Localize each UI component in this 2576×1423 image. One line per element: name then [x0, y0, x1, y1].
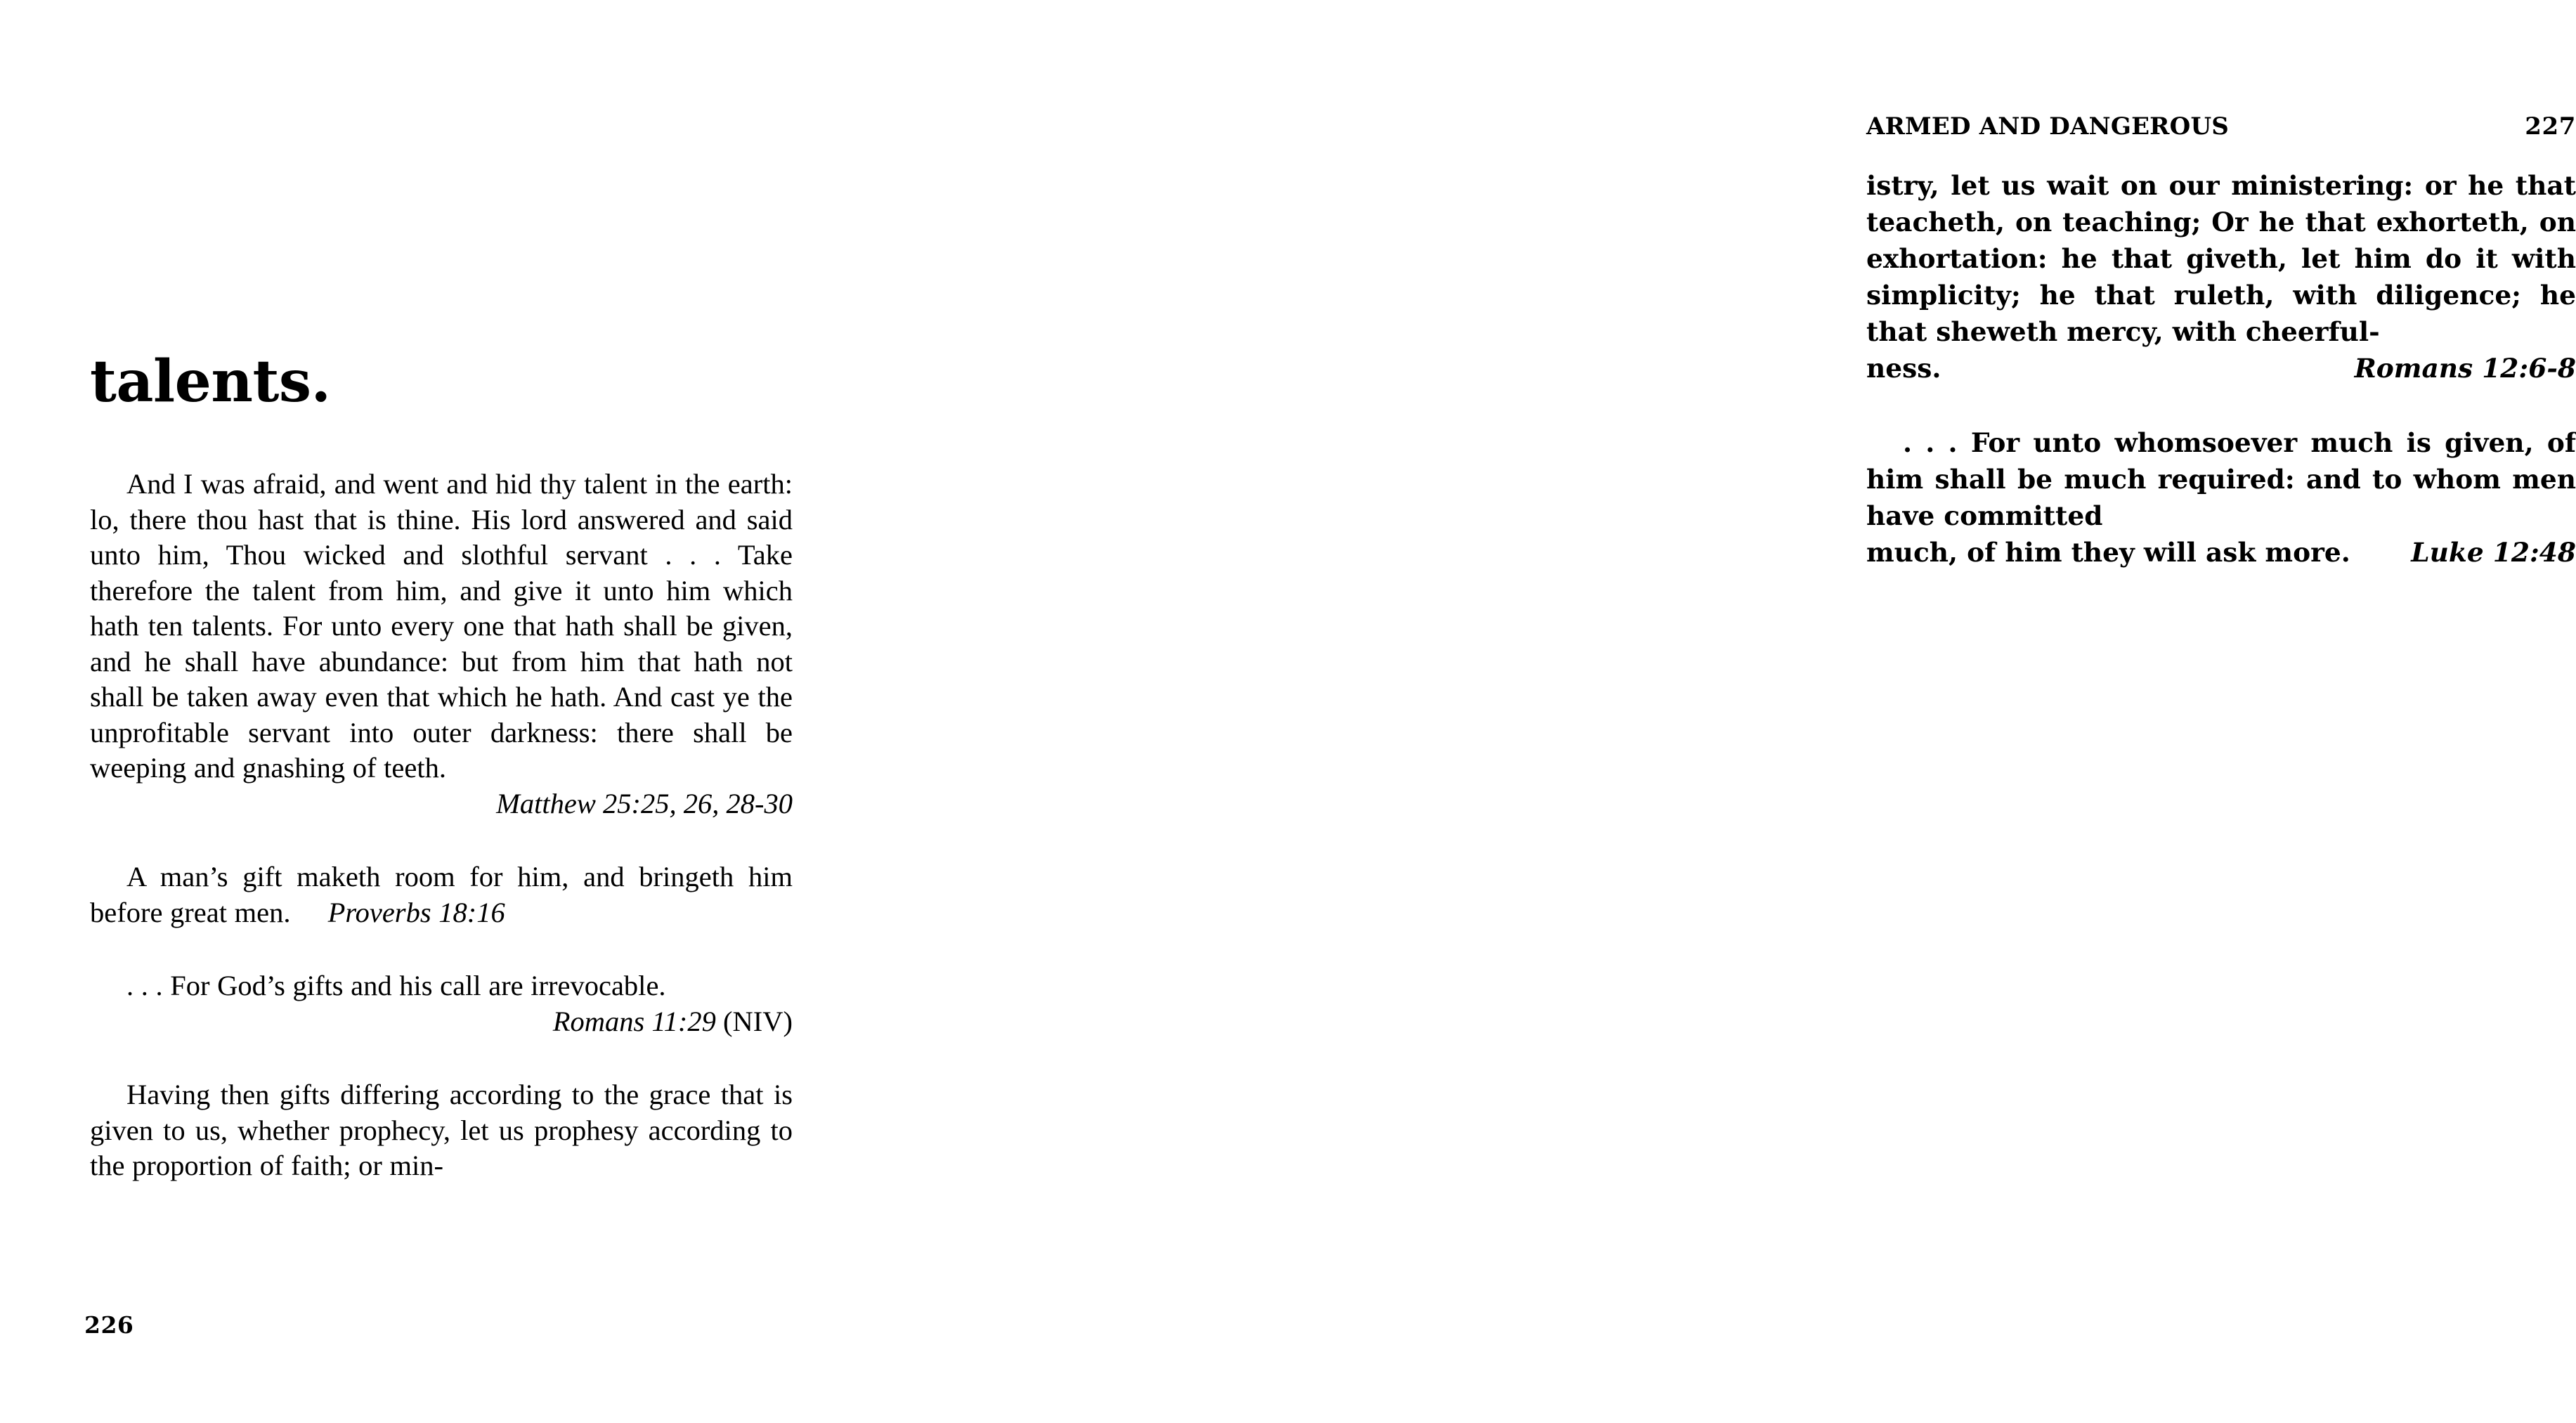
- left-page: [0, 0, 883, 1423]
- citation-reference: Proverbs 18:16: [327, 896, 505, 928]
- page-number-right: 227: [2525, 112, 2576, 141]
- passage-text: . . . For unto whomsoever much is given, of him shall be much required: and to whom men have committed: [1866, 427, 2576, 531]
- citation-reference: Romans 12:6-8: [2354, 353, 2576, 384]
- running-head: [1866, 112, 2576, 141]
- scripture-passage-continued: [90, 1077, 793, 1184]
- page-number-left: 226: [84, 1311, 134, 1339]
- running-head-title: ARMED AND DANGEROUS: [1866, 112, 2230, 141]
- citation-reference: Luke 12:48: [2411, 537, 2576, 568]
- citation-reference: Matthew 25:25, 26, 28-30: [496, 787, 793, 819]
- right-page-body: [1866, 167, 2576, 571]
- scripture-passage: [1866, 424, 2576, 571]
- passage-last-line: [1866, 350, 2576, 386]
- passage-text: A man’s gift maketh room for him, and bringeth him before great men.: [90, 861, 793, 928]
- passage-text-with-inline-citation: [90, 859, 793, 930]
- scripture-passage: [90, 859, 793, 930]
- passage-text: . . . For God’s gifts and his call are irrevocable.: [126, 970, 666, 1002]
- citation-suffix: (NIV): [715, 1005, 793, 1037]
- scripture-passage: [90, 968, 793, 1039]
- citation-reference: Romans 11:29: [552, 1005, 716, 1037]
- passage-text: And I was afraid, and went and hid thy talent in the earth: lo, there thou hast that is thine. His lord answered and said unto him, Thou wicked and slothful servant . . . Take therefore the talent from him, and give it unto him which hath ten talents. For unto every one that hath shall be given, and he shall have abundance: but from him that hath not shall be taken away even that which he hath. And cast ye the unprofitable servant into outer darkness: there shall be weeping and gnashing of teeth.: [90, 468, 793, 784]
- passage-citation: [90, 1004, 793, 1040]
- passage-citation: [90, 786, 793, 822]
- scripture-passage: [90, 467, 793, 821]
- passage-spacer: [1866, 386, 2576, 424]
- page-title: talents.: [90, 348, 331, 415]
- passage-last-line-text: much, of him they will ask more.: [1866, 537, 2350, 568]
- left-page-body: [90, 348, 793, 1222]
- passage-text: Having then gifts differing according to the grace that is given to us, whether prophecy, let us prophesy according to the proportion of faith; or min-: [90, 1079, 793, 1182]
- scripture-passage: [1866, 167, 2576, 386]
- passage-last-line-text: ness.: [1866, 353, 1941, 384]
- passage-last-line: [1866, 534, 2576, 571]
- right-page: [883, 0, 2576, 1423]
- passage-text: istry, let us wait on our ministering: or he that teacheth, on teaching; Or he that exhorteth, on exhortation: he that giveth, let him do it with simplicity; he that ruleth, with diligence; he that sheweth mercy, with cheerful-: [1866, 170, 2576, 347]
